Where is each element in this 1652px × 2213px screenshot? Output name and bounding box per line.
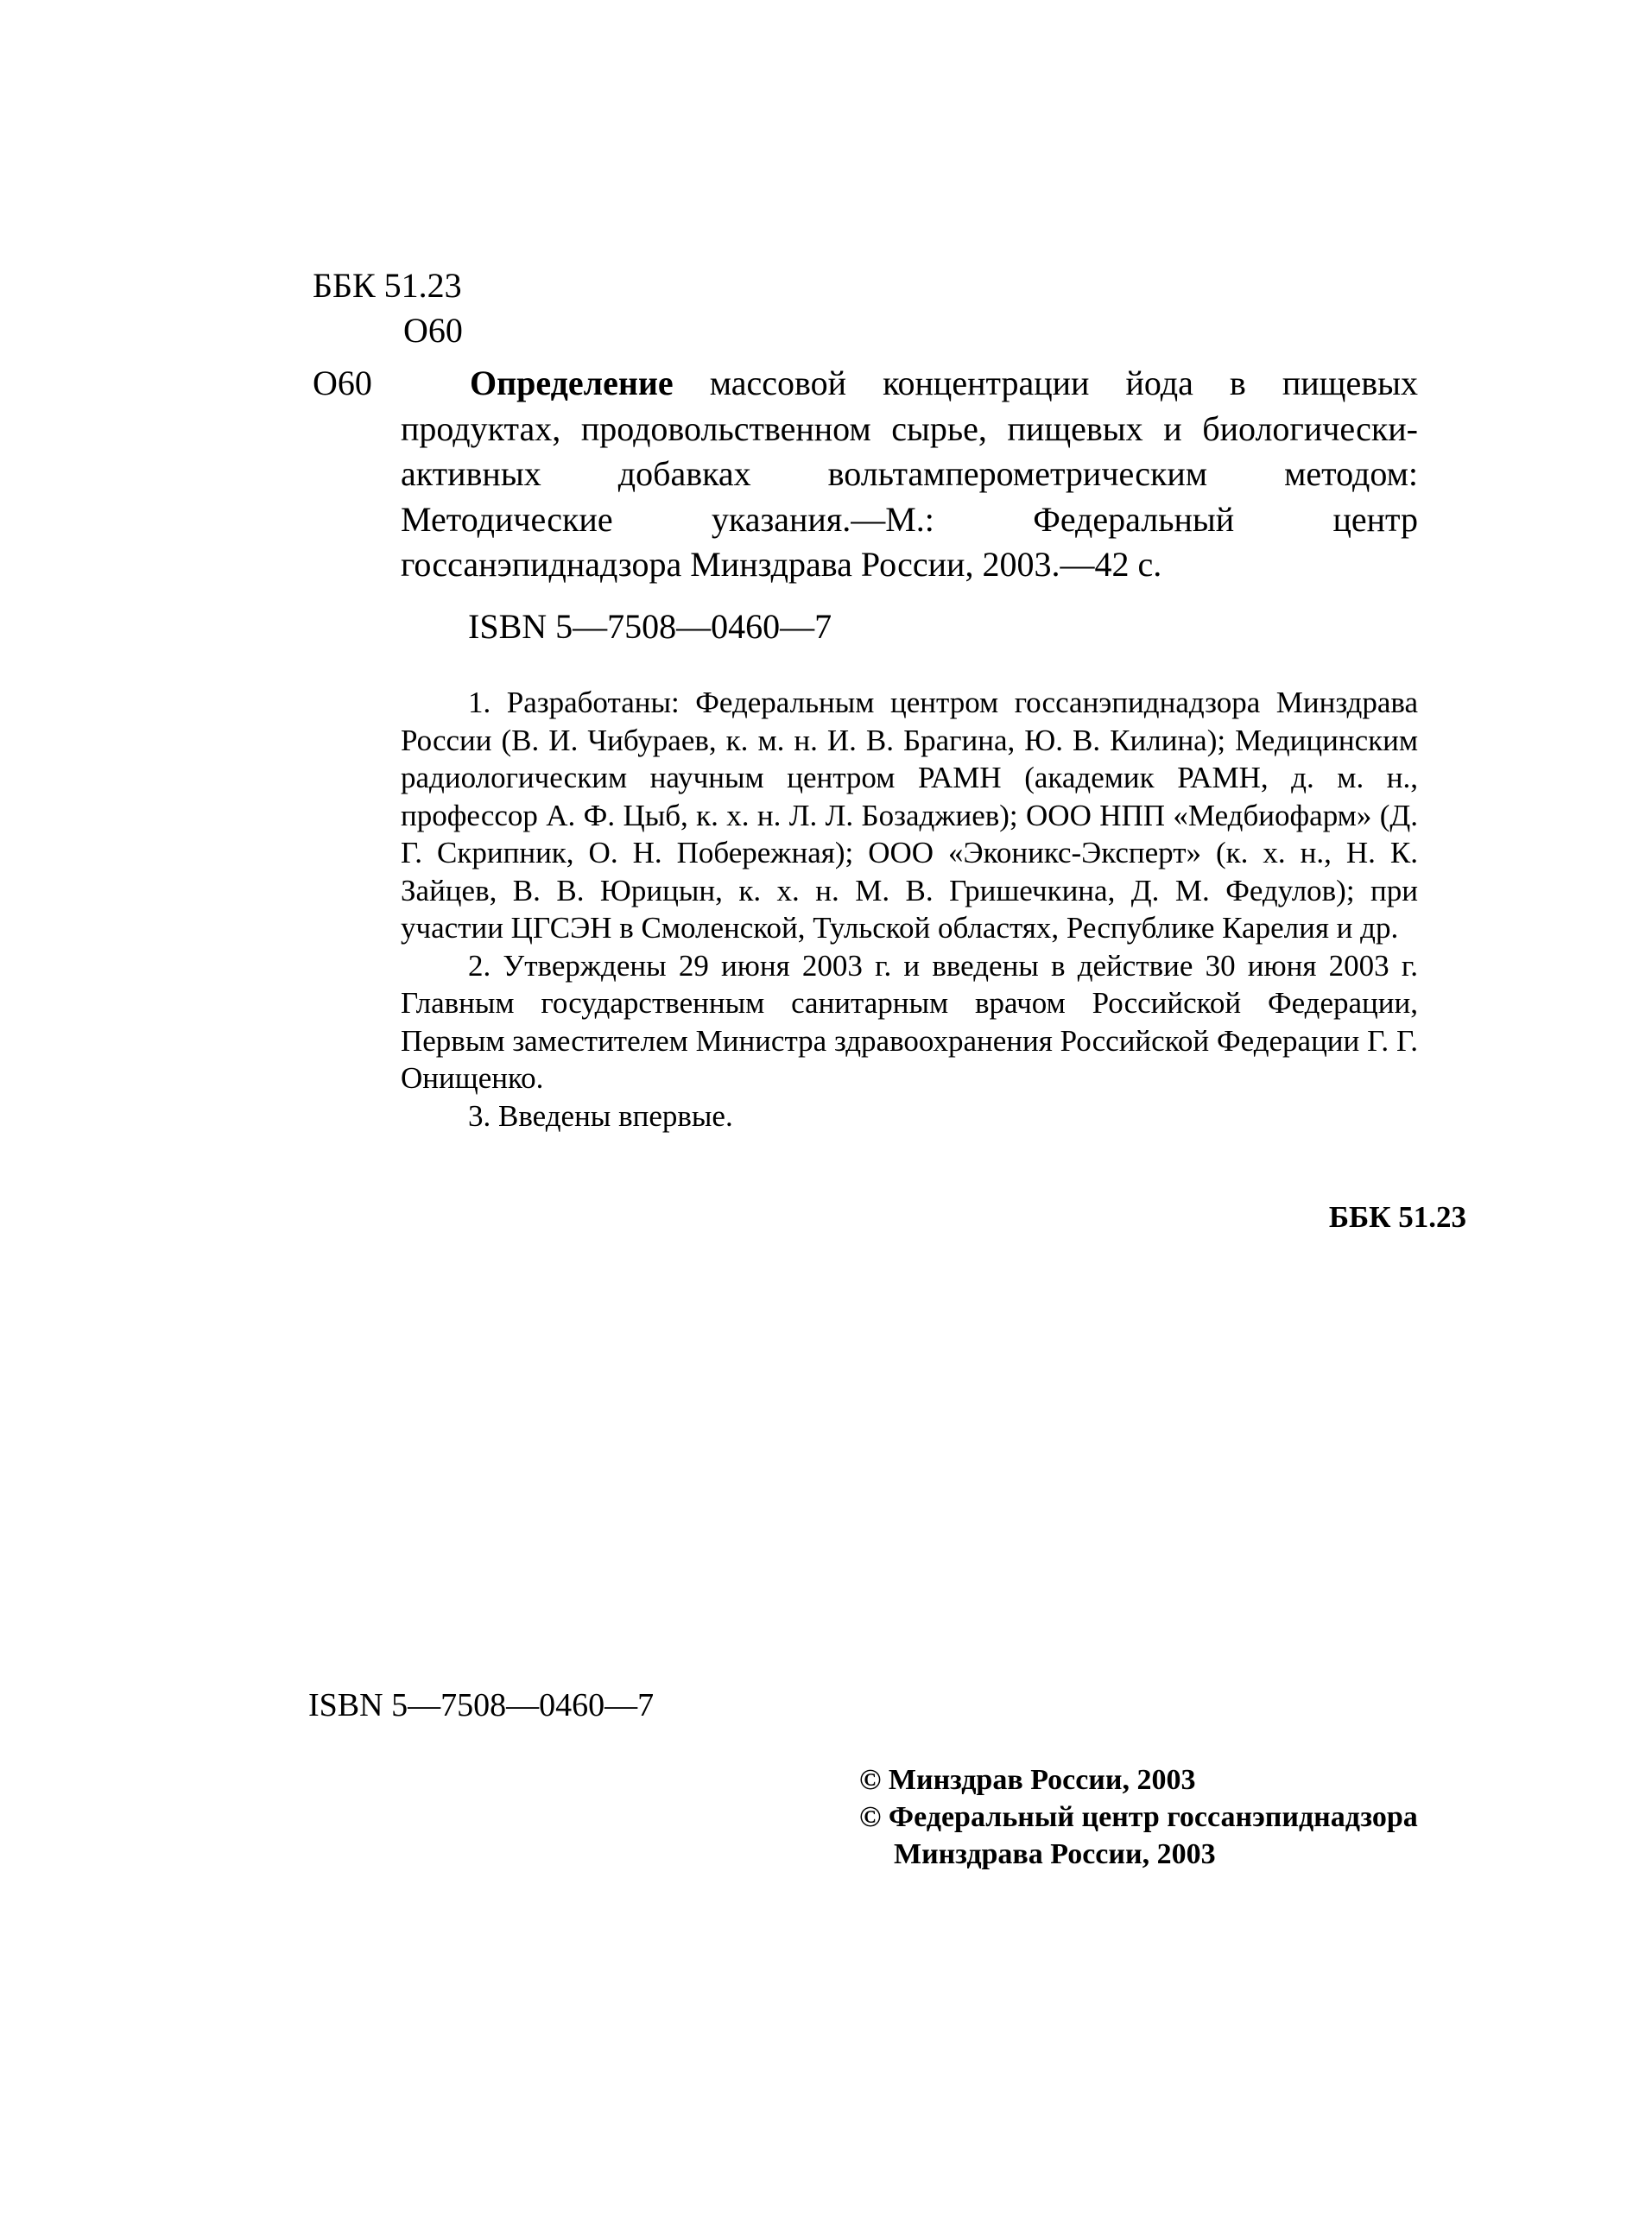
- copyright-line-center: © Федеральный центр госсанэпиднадзора: [859, 1801, 1418, 1833]
- note-approved: 2. Утверждены 29 июня 2003 г. и введены в действие 30 июня 2003 г. Главным государственным санитарным врачом Российской Федерации, Первым заместителем Министра здравоохранения Российской Федерации Г. Г. Онищенко.: [401, 948, 1418, 1095]
- bbk-code: ББК 51.23: [313, 266, 462, 305]
- entry-author-mark: О60: [313, 364, 372, 402]
- publication-notes: [401, 684, 1418, 1135]
- copyright-line-center-year: Минздрава России, 2003: [894, 1838, 1216, 1870]
- bbk-classification: [313, 263, 463, 353]
- note-introduced-first: 3. Введены впервые.: [468, 1098, 733, 1133]
- copyright-block: [859, 1761, 1418, 1873]
- copyright-line-ministry: © Минздрав России, 2003: [859, 1764, 1196, 1796]
- isbn-footer: ISBN 5—7508—0460—7: [308, 1687, 655, 1723]
- author-mark: О60: [403, 311, 463, 350]
- isbn-main: ISBN 5—7508—0460—7: [468, 607, 832, 646]
- bibliographic-description: [401, 361, 1418, 588]
- note-developed-by: 1. Разработаны: Федеральным центром госсанэпиднадзора Минздрава России (В. И. Чибураев, к. м. н. И. В. Брагина, Ю. В. Килина); Медицинским радиологическим научным центром РАМН (академик РАМН, д. м. н., профессор А. Ф. Цыб, к. х. н. Л. Л. Бозаджиев); ООО НПП «Медбиофарм» (Д. Г. Скрипник, О. Н. Побережная); ООО «Эконикс-Эксперт» (к. х. н., Н. К. Зайцев, В. В. Юрицын, к. х. н. М. В. Гришечкина, Д. М. Федулов); при участии ЦГСЭН в Смоленской, Тульской областях, Республике Карелия и др.: [401, 686, 1418, 945]
- entry-title: Определение: [470, 364, 674, 402]
- entry-description: массовой концентрации йода в пищевых продуктах, продовольственном сырье, пищевых и биологически-активных добавках вольтамперометрическим методом: Методические указания.—М.: Федеральный центр госсанэпиднадзора Минздрава России, 2003.—42 с.: [401, 364, 1418, 584]
- bbk-footer: ББК 51.23: [1328, 1200, 1466, 1234]
